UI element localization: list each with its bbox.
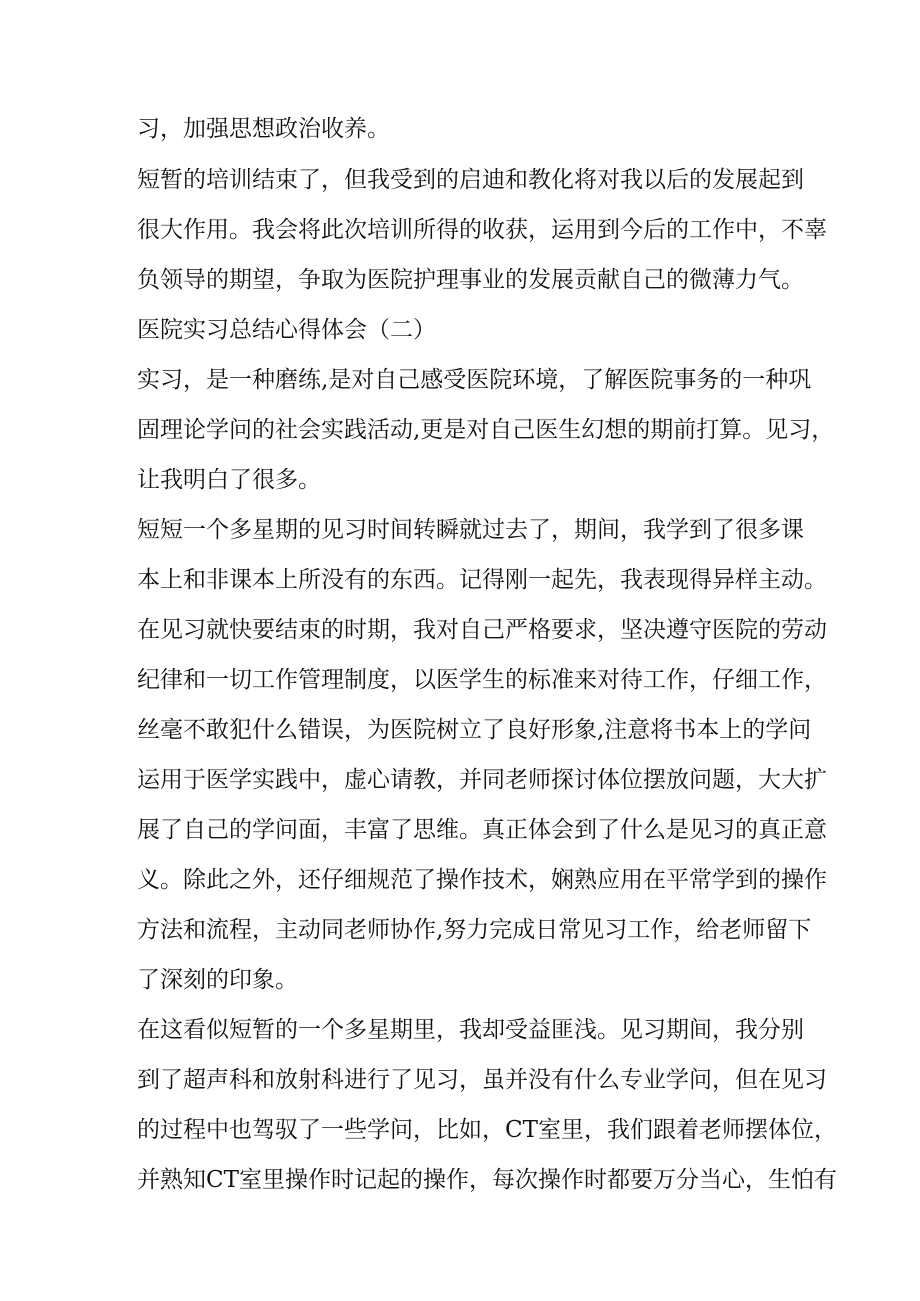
text-line: 展了自己的学问面，丰富了思维。真正体会到了什么是见习的真正意 [137,817,827,843]
text-line: 本上和非课本上所没有的东西。记得刚一起先，我表现得异样主动。 [137,567,827,593]
section-heading: 医院实习总结心得体会（二） [137,317,436,343]
text-line: 短暂的培训结束了，但我受到的启迪和教化将对我以后的发展起到 [137,167,804,193]
text-line: 在这看似短暂的一个多星期里，我却受益匪浅。见习期间，我分别 [137,1017,804,1043]
text-line: 了深刻的印象。 [137,967,298,993]
text-line: 实习，是一种磨练,是对自己感受医院环境，了解医院事务的一种巩 [137,367,812,393]
text-line: 负领导的期望，争取为医院护理事业的发展贡献自己的微薄力气。 [137,267,804,293]
text-line: 纪律和一切工作管理制度，以医学生的标准来对待工作，仔细工作， [137,667,827,693]
text-line: 到了超声科和放射科进行了见习，虽并没有什么专业学问，但在见习 [137,1067,827,1093]
text-line: 丝毫不敢犯什么错误，为医院树立了良好形象,注意将书本上的学问 [137,717,812,743]
text-line: 很大作用。我会将此次培训所得的收获，运用到今后的工作中，不辜 [137,217,827,243]
text-line: 习，加强思想政治收养。 [137,116,390,142]
text-line: 运用于医学实践中，虚心请教，并同老师探讨体位摆放问题，大大扩 [137,767,827,793]
text-line: 固理论学问的社会实践活动,更是对自己医生幻想的期前打算。见习， [137,417,835,443]
text-line: 短短一个多星期的见习时间转瞬就过去了，期间，我学到了很多课 [137,517,804,543]
text-line: 方法和流程，主动同老师协作,努力完成日常见习工作，给老师留下 [137,917,812,943]
text-line: 让我明白了很多。 [137,467,321,493]
text-line: 并熟知CT室里操作时记起的操作，每次操作时都要万分当心，生怕有 [137,1167,837,1193]
text-line: 义。除此之外，还仔细规范了操作技术，娴熟应用在平常学到的操作 [137,867,827,893]
text-line: 的过程中也驾驭了一些学问，比如，CT室里，我们跟着老师摆体位， [137,1117,837,1143]
text-line: 在见习就快要结束的时期，我对自己严格要求，坚决遵守医院的劳动 [137,617,827,643]
